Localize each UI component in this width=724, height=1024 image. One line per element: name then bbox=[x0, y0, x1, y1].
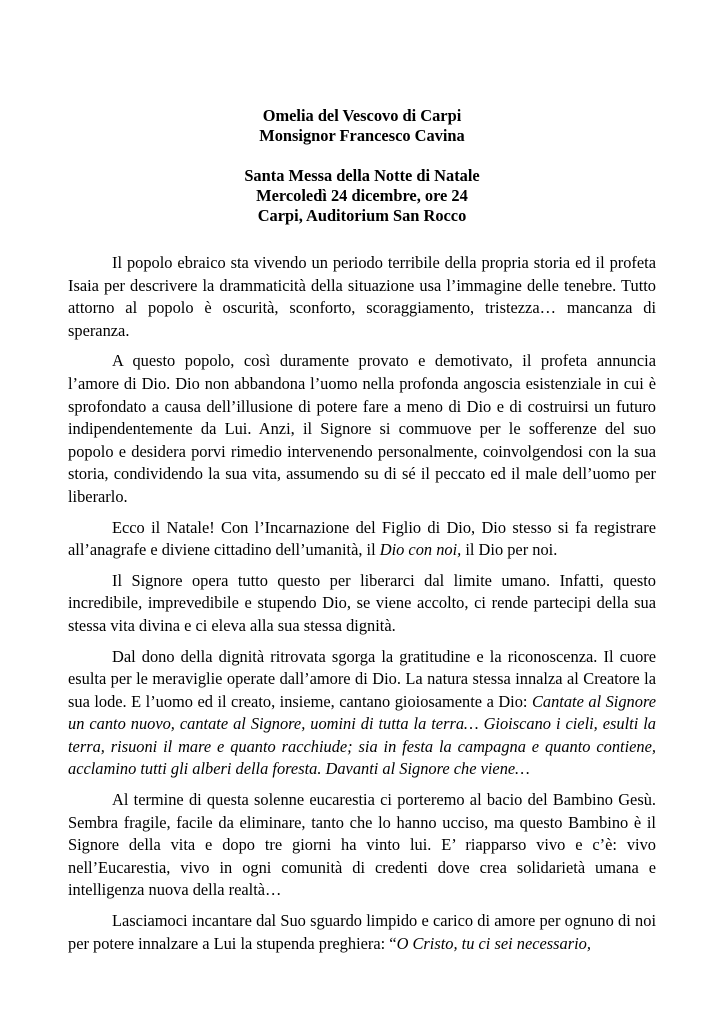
paragraph-3-text-a: Ecco il Natale! Con l’Incarnazione del Figlio di Dio, Dio stesso si fa registrare all’anagrafe e diviene cittadino dell’umanità, il bbox=[68, 517, 656, 560]
event-info-block bbox=[0, 166, 724, 226]
paragraph-7-prayer-quote: O Cristo, tu ci sei necessario, bbox=[396, 933, 591, 953]
event-title: Santa Messa della Notte di Natale bbox=[244, 166, 480, 185]
paragraph-5 bbox=[68, 646, 656, 782]
paragraph-6: Al termine di questa solenne eucarestia ci porteremo al bacio del Bambino Gesù. Sembra fragile, facile da eliminare, tanto che lo hanno ucciso, ma questo Bambino è il Signore della vita e dopo tre giorni ha vinto lui. E’ riapparso vivo e c’è: vivo nell’Eucarestia, vivo in ogni comunità di credenti dove crea solidarietà umana e intelligenza nuova della realtà… bbox=[68, 790, 656, 900]
event-location: Carpi, Auditorium San Rocco bbox=[257, 206, 467, 225]
paragraph-3-text-c: il Dio per noi. bbox=[461, 540, 558, 560]
homily-body bbox=[68, 252, 656, 963]
homily-title: Omelia del Vescovo di Carpi bbox=[262, 106, 462, 125]
event-date: Mercoledì 24 dicembre, ore 24 bbox=[256, 186, 468, 205]
paragraph-7-text: Lasciamoci incantare dal Suo sguardo limpido e carico di amore per ognuno di noi per potere innalzare a Lui la stupenda preghiera: “ bbox=[68, 911, 656, 953]
paragraph-1: Il popolo ebraico sta vivendo un periodo terribile della propria storia ed il profeta Isaia per descrivere la drammaticità della situazione usa l’immagine delle tenebre. Tutto attorno al popolo è oscurità, sconforto, scoraggiamento, tristezza… mancanza di speranza. bbox=[68, 253, 656, 340]
paragraph-2: A questo popolo, così duramente provato e demotivato, il profeta annuncia l’amore di Dio. Dio non abbandona l’uomo nella profonda angoscia esistenziale in cui è sprofondato a causa dell’illusione di potere fare a meno di Dio e di costruirsi un futuro indipendentemente da Lui. Anzi, il Signore si commuove per le sofferenze del suo popolo e desidera porvi rimedio intervenendo personalmente, coinvolgendosi con la sua storia, condividendo la sua vita, assumendo su di sé il peccato ed il male dell’uomo per liberarlo. bbox=[68, 351, 656, 506]
bishop-name: Monsignor Francesco Cavina bbox=[259, 126, 465, 145]
paragraph-4: Il Signore opera tutto questo per liberarci dal limite umano. Infatti, questo incredibile, imprevedibile e stupendo Dio, se viene accolto, ci rende partecipi della sua stessa vita divina e ci eleva alla sua stessa dignità. bbox=[68, 570, 656, 635]
paragraph-5-text: Dal dono della dignità ritrovata sgorga la gratitudine e la riconoscenza. Il cuore esulta per le meraviglie operate dall’amore di Dio. La natura stessa innalza al Creatore la sua lode. E l’uomo ed il creato, insieme, cantano gioiosamente a Dio: bbox=[68, 646, 656, 711]
paragraph-3-italic: Dio con noi, bbox=[379, 540, 462, 560]
paragraph-5-psalm-quote: Cantate al Signore un canto nuovo, cantate al Signore, uomini di tutta la terra… Gioiscano i cieli, esulti la terra, risuoni il mare e quanto racchiude; sia in festa la campagna e quanto contiene, acclamino tutti gli alberi della foresta. Davanti al Signore che viene… bbox=[68, 691, 656, 779]
paragraph-7 bbox=[68, 910, 656, 955]
paragraph-3 bbox=[68, 517, 656, 562]
homily-title-block bbox=[0, 106, 724, 146]
